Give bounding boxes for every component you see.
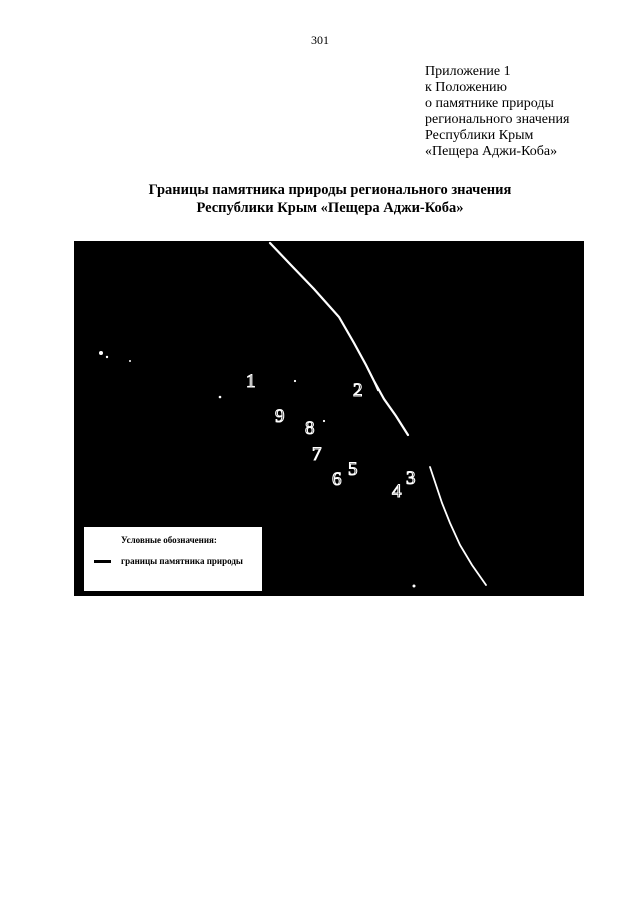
map-speck (129, 360, 131, 362)
point-label-5: 5 (348, 459, 358, 480)
point-label-2: 2 (353, 380, 363, 401)
appendix-line: регионального значения (425, 112, 570, 127)
map-legend (84, 527, 262, 591)
legend-boundary-label: границы памятника природы (121, 556, 243, 566)
appendix-line: о памятнике природы (425, 96, 554, 111)
legend-title: Условные обозначения: (121, 535, 217, 545)
appendix-line: к Положению (425, 80, 508, 95)
page-number: 301 (311, 33, 329, 47)
boundary-line (270, 243, 408, 435)
point-label-6: 6 (332, 469, 342, 490)
boundary-line (430, 467, 486, 585)
boundary-map (74, 241, 584, 596)
point-label-8: 8 (305, 418, 315, 439)
title-line: Республики Крым «Пещера Аджи-Коба» (196, 200, 464, 216)
appendix-line: «Пещера Аджи-Коба» (425, 144, 558, 159)
point-label-9: 9 (275, 406, 285, 427)
point-label-4: 4 (392, 481, 402, 502)
map-speck (413, 585, 416, 588)
map-speck (99, 351, 103, 355)
appendix-line: Республики Крым (425, 128, 534, 143)
appendix-header (425, 64, 569, 160)
appendix-line: Приложение 1 (425, 64, 511, 79)
title-line: Границы памятника природы регионального значения (148, 182, 512, 198)
document-title (0, 181, 640, 217)
map-speck (323, 420, 325, 422)
point-label-3: 3 (406, 468, 416, 489)
map-speck (106, 356, 108, 358)
point-label-1: 1 (246, 371, 256, 392)
map-speck (294, 380, 296, 382)
point-label-7: 7 (312, 444, 322, 465)
map-speck (219, 396, 222, 399)
legend-boundary-swatch (94, 560, 111, 563)
